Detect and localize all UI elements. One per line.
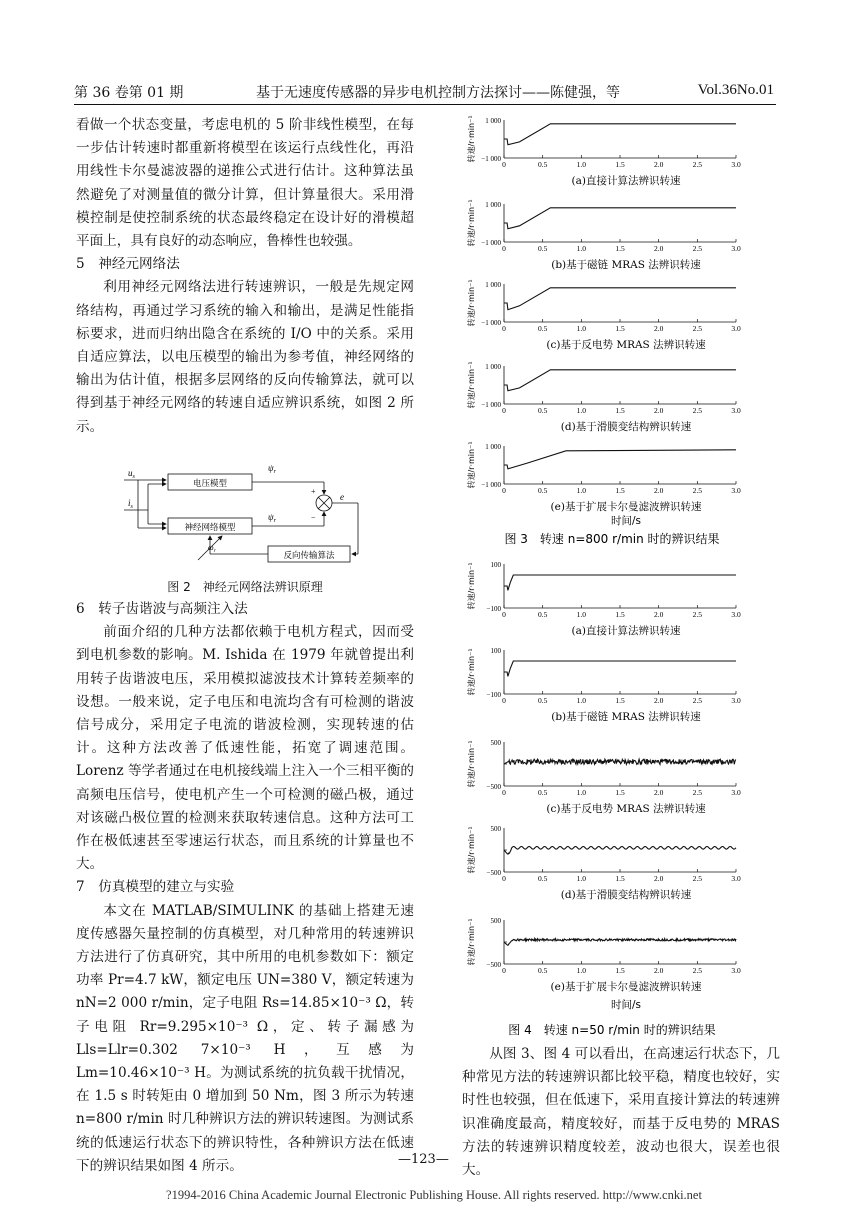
y-tick-label: 100 <box>490 647 501 655</box>
y-axis-label: 转速/r·min⁻¹ <box>467 740 476 788</box>
x-tick-label: 2.0 <box>653 486 664 495</box>
x-tick-label: 0 <box>502 696 506 705</box>
left-column-lower <box>76 598 414 1178</box>
label-psi-ref: $\psi_r$ <box>268 463 276 475</box>
x-tick-label: 3.0 <box>731 874 741 883</box>
running-header <box>74 82 774 104</box>
figure-3-caption: 图 3 转速 n=800 r/min 时的辨识结果 <box>504 532 720 546</box>
x-tick-label: 1.5 <box>615 966 625 975</box>
y-tick-label: 500 <box>490 739 501 747</box>
subplot-caption: (a)直接计算法辨识转速 <box>571 625 681 637</box>
x-tick-label: 1.5 <box>615 696 625 705</box>
y-tick-label: −500 <box>486 869 501 877</box>
y-tick-label: 1 000 <box>485 117 501 125</box>
section-7-heading: 7 仿真模型的建立与实验 <box>76 879 235 896</box>
x-tick-label: 1.0 <box>576 486 587 495</box>
x-tick-label: 0.5 <box>537 696 548 705</box>
x-tick-label: 3.0 <box>731 788 741 797</box>
x-tick-label: 1.5 <box>615 610 625 619</box>
x-tick-label: 0 <box>502 788 506 797</box>
series-line <box>504 370 736 391</box>
x-tick-label: 2.0 <box>653 406 664 415</box>
y-tick-label: 1 000 <box>485 443 501 451</box>
x-tick-label: 1.5 <box>615 874 625 883</box>
subplot-caption: (b)基于磁链 MRAS 法辨识转速 <box>551 711 701 723</box>
x-tick-label: 1.0 <box>576 610 587 619</box>
voltage-model-label: 电压模型 <box>192 479 228 489</box>
x-tick-label: 2.0 <box>653 160 664 169</box>
y-axis-label: 转速/r·min⁻¹ <box>467 826 476 874</box>
x-tick-label: 0.5 <box>537 486 548 495</box>
x-tick-label: 2.0 <box>653 874 664 883</box>
paragraph-4: 本文在 MATLAB/SIMULINK 的基础上搭建无速度传感器矢量控制的仿真模型，对几种常用的转速辨识方法进行了仿真研究，其中所用的电机参数如下：额定功率 Pr=4.7 kW，额定电压 UN=380 V，额定转速为 nN=2 000 r/min，定子电阻 Rs=14.85×10⁻³ Ω，转子电阻 Rr=9.295×10⁻³ Ω，定、转子漏感为 Lls=Llr=0.302 7×10⁻³ H，互感为 Lm=10.46×10⁻³ H。为测试系统的抗负载干扰情况，在 1.5 s 时转矩由 0 增加到 50 Nm，图 3 所示为转速 n=800 r/min 时几种辨识方法的辨识转速图。为测试系统的低速运行状态下的辨识特性，各种辨识方法在低速下的辨识结果如图 4 所示。 <box>76 902 414 1174</box>
series-line <box>504 939 736 946</box>
y-axis-label: 转速/r·min⁻¹ <box>467 648 476 696</box>
subplot-caption: (d)基于滑膜变结构辨识转速 <box>560 889 692 901</box>
series-line <box>504 208 736 229</box>
subplot-caption: (c)基于反电势 MRAS 法辨识转速 <box>546 339 706 351</box>
y-axis-label: 转速/r·min⁻¹ <box>467 918 476 966</box>
x-tick-label: 1.0 <box>576 244 587 253</box>
x-tick-label: 2.5 <box>692 160 703 169</box>
x-tick-label: 1.0 <box>576 696 587 705</box>
x-tick-label: 3.0 <box>731 610 741 619</box>
nn-model-label: 神经网络模型 <box>184 523 236 533</box>
x-tick-label: 2.0 <box>653 324 664 333</box>
y-tick-label: −1 000 <box>481 239 501 247</box>
x-tick-label: 3.0 <box>731 244 741 253</box>
left-column <box>76 114 414 439</box>
x-tick-label: 1.5 <box>615 160 625 169</box>
label-psi-est: $\psi_r$ <box>268 512 276 524</box>
series-line <box>504 847 736 855</box>
x-tick-label: 0 <box>502 486 506 495</box>
x-tick-label: 2.5 <box>692 788 703 797</box>
section-5-heading: 5 神经元网络法 <box>76 256 180 273</box>
x-tick-label: 1.0 <box>576 788 587 797</box>
x-tick-label: 2.5 <box>692 486 703 495</box>
figure-4-caption: 图 4 转速 n=50 r/min 时的辨识结果 <box>508 1023 716 1037</box>
figure-2-diagram <box>118 462 388 572</box>
x-tick-label: 0.5 <box>537 788 548 797</box>
label-plus: + <box>311 487 316 496</box>
y-tick-label: −100 <box>486 605 501 613</box>
header-rule <box>74 104 776 105</box>
y-axis-label: 转速/r·min⁻¹ <box>467 199 476 247</box>
x-tick-label: 2.5 <box>692 610 703 619</box>
x-tick-label: 3.0 <box>731 966 741 975</box>
header-volume: 第 36 卷第 01 期 <box>74 85 184 101</box>
x-tick-label: 2.5 <box>692 874 703 883</box>
x-tick-label: 1.0 <box>576 406 587 415</box>
paragraph-5: 从图 3、图 4 可以看出，在高速运行状态下，几种常见方法的转速辨识都比较平稳，精度也较好，实时性也较强，但在低速下，采用直接计算法的转速辨识准确度最高，精度较好，而基于反电势的 MRAS方法的转速辨识精度较差，波动也很大，误差也很大。 <box>462 1046 780 1179</box>
subplot-caption: (c)基于反电势 MRAS 法辨识转速 <box>546 803 706 815</box>
right-column-text <box>462 1043 780 1182</box>
subplot-caption: (b)基于磁链 MRAS 法辨识转速 <box>551 259 701 271</box>
label-e: e <box>340 492 344 502</box>
x-tick-label: 2.5 <box>692 406 703 415</box>
figure-4-xlabel: 时间/s <box>610 999 642 1011</box>
y-axis-label: 转速/r·min⁻¹ <box>467 562 476 610</box>
y-tick-label: −1 000 <box>481 319 501 327</box>
x-tick-label: 2.0 <box>653 696 664 705</box>
x-tick-label: 2.0 <box>653 788 664 797</box>
header-title: 基于无速度传感器的异步电机控制方法探讨——陈健强，等 <box>256 85 620 101</box>
section-6-heading: 6 转子齿谐波与高频注入法 <box>76 601 248 617</box>
page-number: —123— <box>398 1152 449 1167</box>
label-is: $i_s$ <box>128 498 133 510</box>
x-tick-label: 0 <box>502 966 506 975</box>
series-line <box>504 124 736 145</box>
x-tick-label: 0.5 <box>537 324 548 333</box>
label-minus: − <box>311 513 316 522</box>
x-tick-label: 2.0 <box>653 244 664 253</box>
y-tick-label: −1 000 <box>481 401 501 409</box>
x-tick-label: 0.5 <box>537 406 548 415</box>
label-us: $u_s$ <box>128 468 135 480</box>
x-tick-label: 1.0 <box>576 966 587 975</box>
series-line <box>504 575 736 590</box>
x-tick-label: 1.0 <box>576 874 587 883</box>
x-tick-label: 1.5 <box>615 324 625 333</box>
x-tick-label: 2.5 <box>692 696 703 705</box>
bp-algorithm-label: 反向传输算法 <box>283 551 335 561</box>
y-tick-label: −1 000 <box>481 155 501 163</box>
series-line <box>504 661 736 676</box>
subplot-caption: (e)基于扩展卡尔曼滤波辨识转速 <box>550 501 702 513</box>
y-tick-label: −100 <box>486 691 501 699</box>
y-tick-label: 100 <box>490 561 501 569</box>
subplot-caption: (d)基于滑膜变结构辨识转速 <box>560 421 692 433</box>
y-axis-label: 转速/r·min⁻¹ <box>467 115 476 163</box>
x-tick-label: 3.0 <box>731 486 741 495</box>
x-tick-label: 0.5 <box>537 966 548 975</box>
y-tick-label: 1 000 <box>485 281 501 289</box>
x-tick-label: 0 <box>502 244 506 253</box>
figure-3-xlabel: 时间/s <box>610 515 642 527</box>
y-tick-label: −1 000 <box>481 481 501 489</box>
y-axis-label: 转速/r·min⁻¹ <box>467 361 476 409</box>
y-tick-label: 1 000 <box>485 201 501 209</box>
x-tick-label: 0 <box>502 324 506 333</box>
y-axis-label: 转速/r·min⁻¹ <box>467 279 476 327</box>
subplot-caption: (a)直接计算法辨识转速 <box>571 175 681 187</box>
series-line <box>504 288 736 310</box>
header-vol-en: Vol.36No.01 <box>697 82 774 98</box>
x-tick-label: 0 <box>502 874 506 883</box>
figures-3-4-charts <box>462 112 782 1042</box>
x-tick-label: 0.5 <box>537 610 548 619</box>
x-tick-label: 0.5 <box>537 874 548 883</box>
paragraph-2: 利用神经元网络法进行转速辨识，一般是先规定网络结构，再通过学习系统的输入和输出，是满足性能指标要求，进而归纳出隐含在系统的 I/O 中的关系。采用自适应算法，以电压模型的输出为参考值，神经网络的输出为估计值，根据多层网络的反向传输算法，就可以得到基于神经元网络的转速自适应辨识系统，如图 2 所示。 <box>76 279 414 435</box>
y-axis-label: 转速/r·min⁻¹ <box>467 441 476 489</box>
label-wr: $\omega_r$ <box>208 543 216 554</box>
series-line <box>504 450 736 469</box>
x-tick-label: 1.5 <box>615 788 625 797</box>
x-tick-label: 3.0 <box>731 696 741 705</box>
x-tick-label: 0 <box>502 406 506 415</box>
x-tick-label: 3.0 <box>731 324 741 333</box>
y-tick-label: 500 <box>490 825 501 833</box>
x-tick-label: 0 <box>502 160 506 169</box>
y-tick-label: 1 000 <box>485 363 501 371</box>
x-tick-label: 1.0 <box>576 160 587 169</box>
paragraph-1: 看做一个状态变量，考虑电机的 5 阶非线性模型，在每一步估计转速时都重新将模型在该运行点线性化，再沿用线性卡尔曼滤波器的递推公式进行估计。这种算法虽然避免了对测量值的微分计算，但计算量很大。采用滑模控制是使控制系统的状态最终稳定在设计好的滑模超平面上，具有良好的动态响应，鲁棒性也较强。 <box>76 117 414 250</box>
x-tick-label: 2.5 <box>692 324 703 333</box>
figure-2-caption: 图 2 神经元网络法辨识原理 <box>167 580 323 594</box>
x-tick-label: 2.5 <box>692 244 703 253</box>
x-tick-label: 1.5 <box>615 486 625 495</box>
x-tick-label: 2.0 <box>653 966 664 975</box>
x-tick-label: 0.5 <box>537 160 548 169</box>
y-tick-label: −500 <box>486 961 501 969</box>
x-tick-label: 3.0 <box>731 406 741 415</box>
series-line <box>504 759 736 764</box>
paragraph-3: 前面介绍的几种方法都依赖于电机方程式，因而受到电机参数的影响。M. Ishida 在 1979 年就曾提出利用转子齿谐波电压，采用模拟滤波技术计算转差频率的设想。一般来说，定子电压和电流均含有可检测的谐波信号成分，采用定子电流的谐波检测，实现转速的估计。这种方法改善了低速性能，拓宽了调速范围。Lorenz 等学者通过在电机接线端上注入一个三相平衡的高频电压信号，使电机产生一个可检测的磁凸极，通过对该磁凸极位置的检测来获取转速信息。这种方法可工作在极低速甚至零速运行状态，而且系统的计算量也不大。 <box>76 624 414 873</box>
subplot-caption: (e)基于扩展卡尔曼滤波辨识转速 <box>550 981 702 993</box>
x-tick-label: 1.0 <box>576 324 587 333</box>
y-tick-label: 500 <box>490 917 501 925</box>
x-tick-label: 2.0 <box>653 610 664 619</box>
x-tick-label: 0 <box>502 610 506 619</box>
x-tick-label: 2.5 <box>692 966 703 975</box>
x-tick-label: 3.0 <box>731 160 741 169</box>
x-tick-label: 1.5 <box>615 244 625 253</box>
x-tick-label: 1.5 <box>615 406 625 415</box>
y-tick-label: −500 <box>486 783 501 791</box>
x-tick-label: 0.5 <box>537 244 548 253</box>
copyright-footer: ?1994-2016 China Academic Journal Electronic Publishing House. All rights reserved. http://www.cnki.net <box>166 1188 702 1202</box>
